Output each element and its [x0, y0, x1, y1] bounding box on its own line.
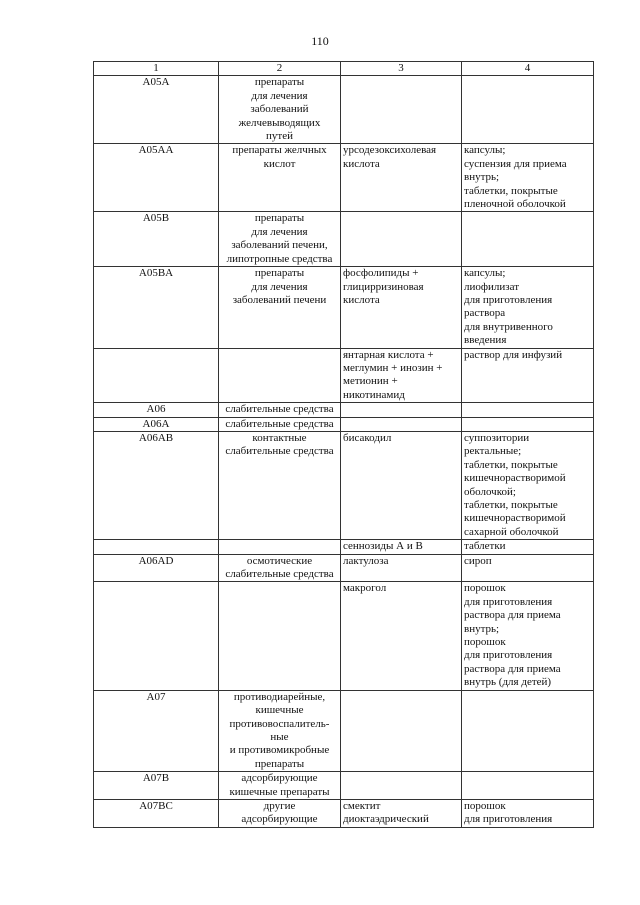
dosage-form-cell	[462, 540, 594, 554]
drug-name-cell	[341, 212, 462, 267]
group-line: заболеваний	[250, 103, 309, 116]
form-line: порошок	[464, 582, 506, 595]
form-line: для приготовления	[464, 649, 553, 662]
atc-code-cell	[94, 212, 219, 267]
group-line: заболеваний печени	[232, 293, 327, 306]
group-line: для лечения	[251, 280, 308, 293]
atc-code: A07	[146, 690, 166, 703]
drug-name-cell	[341, 690, 462, 771]
table-row	[94, 267, 594, 348]
drug-line: урсодезоксихолевая	[343, 144, 437, 157]
drug-line: макрогол	[343, 582, 387, 595]
form-line: для приготовления	[464, 813, 553, 826]
dosage-form-cell	[462, 690, 594, 771]
drug-line: метионин +	[343, 375, 398, 388]
atc-code-cell	[94, 690, 219, 771]
anatomical-group-cell	[219, 799, 341, 827]
drug-name-cell	[341, 540, 462, 554]
drug-name-cell	[341, 267, 462, 348]
atc-code: A06AB	[138, 431, 174, 444]
group-line: кишечные	[255, 704, 304, 717]
group-line: слабительные средства	[225, 403, 334, 416]
drug-line: кислота	[343, 293, 380, 306]
form-line: для приготовления	[464, 595, 553, 608]
column-header-3: 3	[341, 62, 462, 76]
atc-code: A05A	[142, 76, 170, 89]
atc-code: A05BA	[138, 267, 174, 280]
drug-name-cell	[341, 403, 462, 417]
dosage-form-cell	[462, 348, 594, 403]
atc-code: A06AD	[138, 554, 174, 567]
table-row	[94, 799, 594, 827]
anatomical-group-cell	[219, 690, 341, 771]
form-line: таблетки, покрытые	[464, 184, 558, 197]
atc-code: A05B	[142, 212, 170, 225]
anatomical-group-cell	[219, 431, 341, 539]
atc-code-cell	[94, 799, 219, 827]
dosage-form-cell	[462, 403, 594, 417]
atc-code-cell	[94, 403, 219, 417]
form-line: лиофилизат	[464, 280, 520, 293]
group-line: слабительные средства	[225, 445, 334, 458]
dosage-form-cell	[462, 76, 594, 144]
group-line: слабительные средства	[225, 568, 334, 581]
form-line: суспензия для приема	[464, 157, 567, 170]
group-line: кислот	[263, 157, 296, 170]
atc-code: A06A	[142, 417, 170, 430]
dosage-form-cell	[462, 144, 594, 212]
anatomical-group-cell	[219, 403, 341, 417]
form-line: кишечнорастворимой	[464, 472, 566, 485]
form-line: введения	[464, 334, 507, 347]
group-line: путей	[266, 130, 293, 143]
form-line: сироп	[464, 554, 492, 567]
drug-name-cell	[341, 431, 462, 539]
anatomical-group-cell	[219, 554, 341, 582]
drug-name-cell	[341, 417, 462, 431]
form-line: порошок	[464, 799, 506, 812]
group-line: препараты желчных	[232, 144, 327, 157]
form-line: внутрь (для детей)	[464, 676, 552, 689]
group-line: липотропные средства	[226, 252, 333, 265]
table-row	[94, 417, 594, 431]
group-line: другие	[263, 799, 296, 812]
atc-code-cell	[94, 582, 219, 690]
drug-name-cell	[341, 76, 462, 144]
form-line: таблетки, покрытые	[464, 499, 558, 511]
anatomical-group-cell	[219, 772, 341, 800]
table-row	[94, 690, 594, 771]
form-line: оболочкой;	[464, 485, 516, 498]
drug-line: диоктаэдрический	[343, 813, 429, 826]
anatomical-group-cell	[219, 417, 341, 431]
group-line: противовоспалитель-	[229, 717, 330, 730]
drug-line: янтарная кислота +	[343, 348, 434, 361]
table-row	[94, 554, 594, 582]
drug-name-cell	[341, 144, 462, 212]
drug-line: никотинамид	[343, 388, 405, 401]
table-row	[94, 582, 594, 690]
anatomical-group-cell	[219, 144, 341, 212]
form-line: кишечнорастворимой	[464, 512, 566, 525]
column-header-4: 4	[462, 62, 594, 76]
form-line: порошок	[464, 636, 506, 649]
form-line: ректальные;	[464, 445, 522, 458]
group-line: препараты	[254, 267, 305, 280]
group-line: слабительные средства	[225, 417, 334, 430]
page-number: 110	[311, 34, 329, 48]
group-line: противодиарейные,	[233, 690, 326, 703]
group-line: препараты	[254, 757, 305, 770]
drug-line: сеннозиды А и В	[343, 540, 423, 553]
form-line: внутрь;	[464, 622, 500, 635]
form-line: суппозитории	[464, 431, 530, 444]
group-line: желчевыводящих	[238, 116, 321, 129]
drug-name-cell	[341, 554, 462, 582]
form-line: для внутривенного	[464, 320, 553, 333]
drug-name-cell	[341, 772, 462, 800]
drug-name-cell	[341, 582, 462, 690]
form-line: раствора для приема	[464, 662, 561, 675]
table-row	[94, 772, 594, 800]
atc-code-cell	[94, 267, 219, 348]
table-row	[94, 431, 594, 539]
form-line: внутрь;	[464, 171, 500, 184]
drug-line: лактулоза	[343, 554, 389, 567]
group-line: адсорбирующие	[241, 813, 318, 826]
group-line: заболеваний печени,	[231, 239, 328, 252]
group-line: осмотические	[246, 554, 313, 567]
anatomical-group-cell	[219, 267, 341, 348]
atc-code: A07B	[142, 772, 170, 785]
atc-code: A06	[146, 403, 166, 416]
group-line: для лечения	[251, 225, 308, 238]
table-row	[94, 540, 594, 554]
dosage-form-cell	[462, 431, 594, 539]
table-row	[94, 403, 594, 417]
group-line: препараты	[254, 76, 305, 89]
table-row	[94, 144, 594, 212]
atc-code: A05AA	[138, 144, 174, 157]
atc-code-cell	[94, 417, 219, 431]
column-header-2: 2	[219, 62, 341, 76]
form-line: пленочной оболочкой	[464, 198, 566, 211]
dosage-form-cell	[462, 799, 594, 827]
atc-code: A07BC	[139, 799, 173, 812]
drug-name-cell	[341, 799, 462, 827]
drug-line: меглумин + инозин +	[343, 361, 443, 374]
atc-code-cell	[94, 76, 219, 144]
anatomical-group-cell	[219, 348, 341, 403]
group-line: контактные	[252, 431, 307, 444]
dosage-form-cell	[462, 772, 594, 800]
dosage-form-cell	[462, 417, 594, 431]
group-line: для лечения	[251, 89, 308, 102]
drug-line: кислота	[343, 157, 380, 170]
atc-code-cell	[94, 540, 219, 554]
atc-code-cell	[94, 431, 219, 539]
table-row	[94, 76, 594, 144]
anatomical-group-cell	[219, 76, 341, 144]
form-line: раствор для инфузий	[464, 348, 563, 361]
drug-line: смектит	[343, 799, 381, 812]
form-line: капсулы;	[464, 267, 506, 280]
form-line: для приготовления	[464, 293, 553, 306]
group-line: кишечные препараты	[229, 785, 330, 798]
form-line: таблетки, покрытые	[464, 458, 558, 471]
group-line: препараты	[254, 212, 305, 225]
anatomical-group-cell	[219, 540, 341, 554]
table-row	[94, 348, 594, 403]
group-line: адсорбирующие	[241, 772, 318, 785]
group-line: и противомикробные	[229, 744, 330, 757]
dosage-form-cell	[462, 582, 594, 690]
dosage-form-cell	[462, 554, 594, 582]
drug-line: глицирризиновая	[343, 280, 424, 293]
form-line: раствора для приема	[464, 609, 561, 622]
dosage-form-cell	[462, 212, 594, 267]
dosage-form-cell	[462, 267, 594, 348]
group-line: ные	[270, 730, 289, 743]
table-row	[94, 212, 594, 267]
drug-classification-table	[93, 61, 594, 828]
column-header-1: 1	[94, 62, 219, 76]
drug-line: бисакодил	[343, 431, 392, 444]
drug-line: фосфолипиды +	[343, 267, 419, 280]
form-line: раствора	[464, 307, 506, 320]
anatomical-group-cell	[219, 212, 341, 267]
drug-name-cell	[341, 348, 462, 403]
atc-code-cell	[94, 554, 219, 582]
atc-code-cell	[94, 772, 219, 800]
form-line: таблетки	[464, 540, 506, 553]
atc-code-cell	[94, 144, 219, 212]
anatomical-group-cell	[219, 582, 341, 690]
form-line: капсулы;	[464, 144, 506, 157]
table-header-row	[94, 62, 594, 76]
form-line: сахарной оболочкой	[464, 525, 559, 538]
atc-code-cell	[94, 348, 219, 403]
